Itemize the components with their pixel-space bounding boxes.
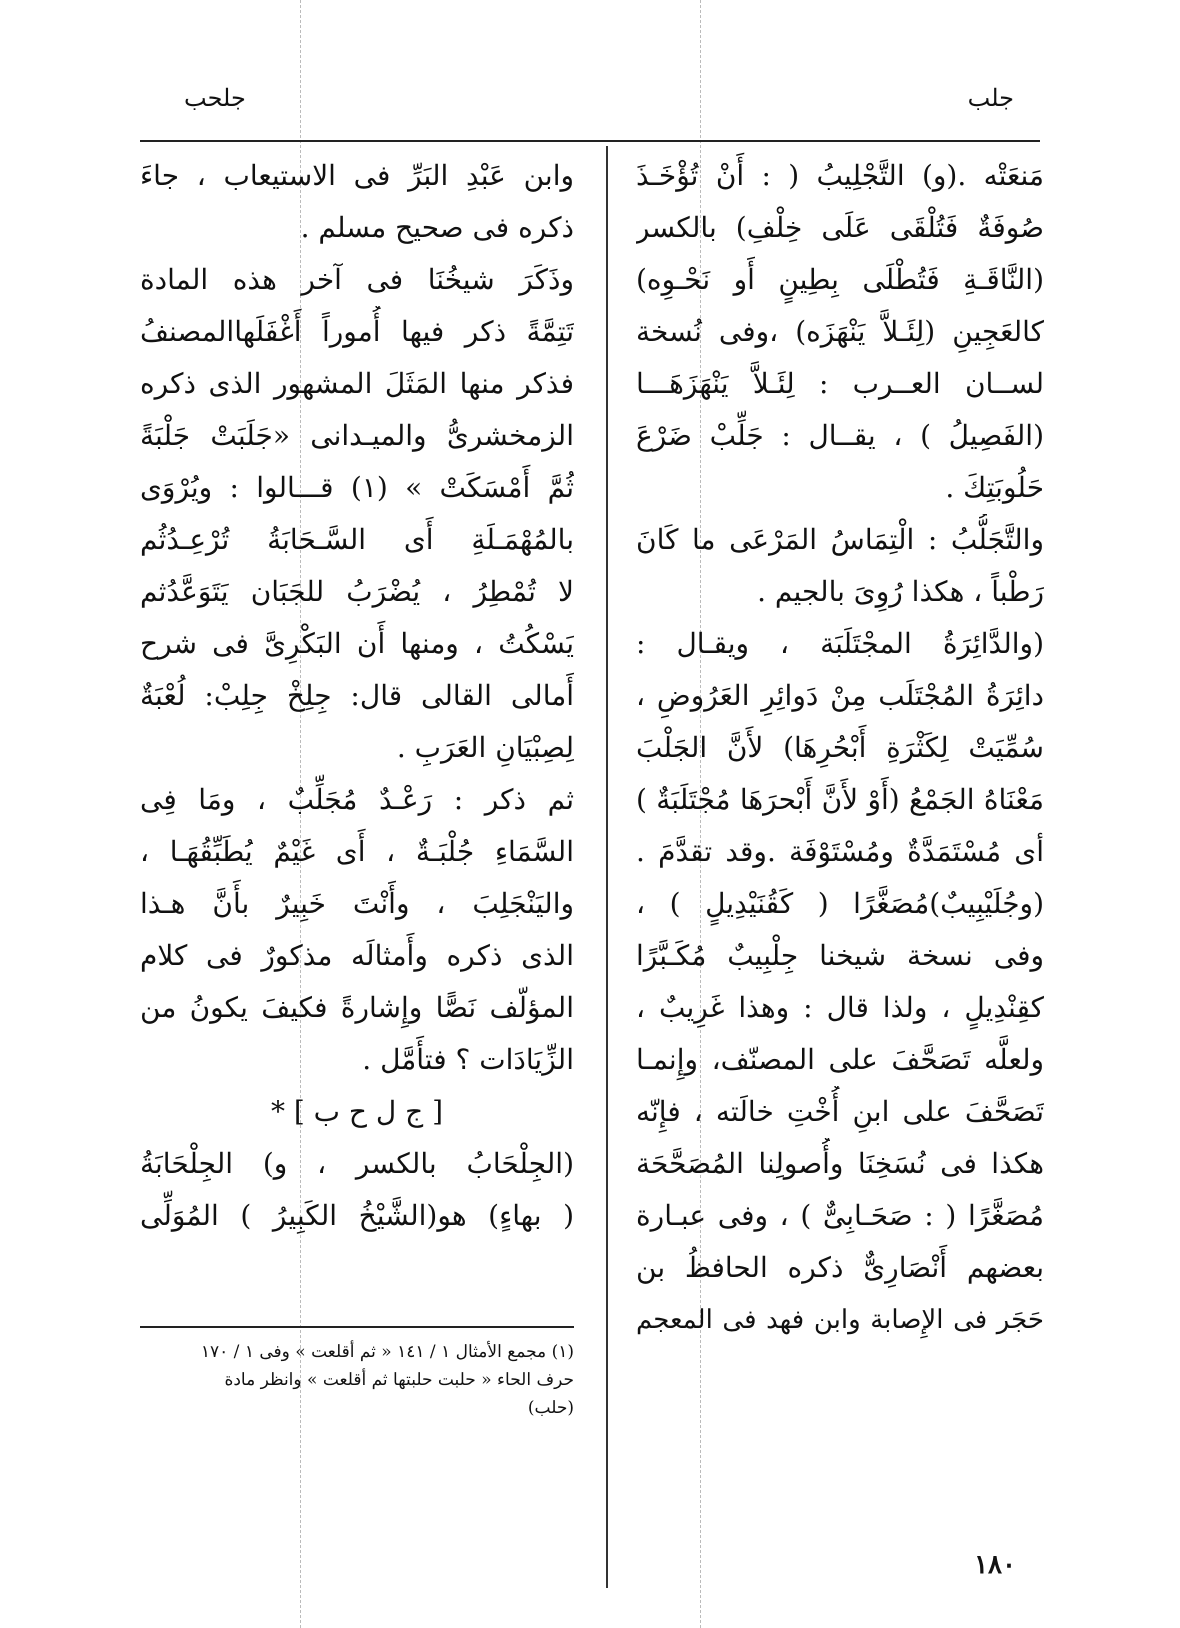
text-line: (الفَصِيلُ ) ، يقــال : جَلِّبْ ضَرْعَ <box>636 419 1044 452</box>
text-line: يَسْكُتُ ، ومنها أَن البَكْرِىَّ فى شرح <box>140 627 574 660</box>
text-line: أَمالى القالى قال: جِلِخْ جِلِبْ: لُعْبَةٌ <box>140 679 574 712</box>
text-line: الذى ذكره وأَمثالَه مذكورٌ فى كلام <box>140 939 574 972</box>
text-line: واليَنْجَلِبَ ، وأَنْتَ خَبِيرٌ بأَنَّ هـذا <box>140 887 574 920</box>
text-line: السَّمَاءِ جُلْبَـةٌ ، أَى غَيْمٌ يُطَبِّقُهَـا ، <box>140 835 574 868</box>
left-column <box>140 150 574 1242</box>
text-line: (الجِلْحَابُ بالكسر ، و) الجِلْحَابَةُ <box>140 1147 574 1180</box>
text-line: مُصَغَّرًا ( : صَحَـابِىٌّ ) ، وفى عبـارة <box>636 1199 1044 1232</box>
footnote-line: (١) مجمع الأمثال ١ / ١٤١ « ثم أقلعت » وفى ١ / ١٧٠ <box>200 1342 574 1362</box>
page-number: ١٨٠ <box>974 1550 1016 1580</box>
header-rule <box>140 140 1040 142</box>
text-line: بالمُهْمَـلَةِ أَى السَّـحَابَةُ تُرْعِـدُثُم <box>140 523 574 556</box>
footnote-line: حرف الحاء « حلبت حلبتها ثم أقلعت » وانظر مادة <box>224 1370 574 1390</box>
text-line: لِصِبْيَانِ العَرَبِ . <box>396 731 574 764</box>
text-line: (وجُلَيْبِيبٌ)مُصَغَّرًا ( كَقُنَيْدِيلٍ ) ، <box>636 887 1044 920</box>
column-divider <box>606 146 608 1588</box>
text-line: ( بهاءٍ) هو(الشَّيْخُ الكَبِيرُ ) المُوَلِّى <box>140 1199 574 1232</box>
footnote-rule <box>140 1326 574 1328</box>
text-line: وفى نسخة شيخنا جِلْبِيبٌ مُكَـبَّرًا <box>636 939 1044 972</box>
text-line: تَصَحَّفَ على ابنِ أُخْتِ خالَته ، فإِنّه <box>636 1095 1044 1128</box>
right-column <box>636 150 1044 1346</box>
text-line: مَنعَتْه .(و) التَّجْلِيبُ ( : أَنْ تُؤْخَـذَ <box>636 159 1044 192</box>
entry-heading: [ ج ل ح ب ] * <box>270 1095 444 1128</box>
text-line: لا تُمْطِرُ ، يُضْرَبُ للجَبَان يَتَوَعَّدُثم <box>140 575 574 608</box>
footnote-line: (حلب) <box>527 1398 574 1418</box>
text-line: فذكر منها المَثَلَ المشهور الذى ذكره <box>140 367 574 400</box>
text-line: حَجَر فى الإِصابة وابن فهد فى المعجم <box>636 1305 1044 1335</box>
footnote <box>140 1338 574 1422</box>
text-line: مَعْنَاهُ الجَمْعُ (أَوْ لأَنَّ أَبْحرَهَا مُجْتَلَبَةٌ ) <box>636 783 1044 816</box>
text-line: ذكره فى صحيح مسلم . <box>300 211 574 244</box>
text-line: أى مُسْتَمَدَّةٌ ومُسْتَوْفَة .وقد تقدَّمَ . <box>636 835 1044 868</box>
text-line: (النَّاقَـةِ فَتُطْلَى بِطِينٍ أَو نَحْـوِه) <box>636 263 1044 296</box>
text-line: المؤلّف نَصًّا وإِشارةً فكيفَ يكونُ من <box>140 991 574 1024</box>
text-line: الزمخشرىُّ والميـدانى «جَلَبَتْ جَلْبَةً <box>140 419 574 452</box>
text-line: سُمِّيَتْ لِكَثْرَةِ أَبْحُرِهَا) لأَنَّ الجَلْبَ <box>636 731 1044 764</box>
text-line: كالعَجِينِ (لِئَـلاَّ يَنْهَزَه) ،وفى نُسخة <box>636 315 1044 348</box>
text-line: هكذا فى نُسَخِنَا وأُصولِنا المُصَحَّحَة <box>636 1147 1044 1180</box>
text-line: الزِّيَادَات ؟ فتأَمَّل . <box>362 1043 574 1076</box>
text-line: صُوفَةٌ فَتُلْقَى عَلَى خِلْفِ) بالكسر <box>636 211 1044 244</box>
running-header-left: جلحب <box>184 84 246 112</box>
text-line: بعضهم أَنْصَارِىٌّ ذكره الحافظُ بن <box>636 1251 1044 1284</box>
text-line: والتَّجَلُّبُ : الْتِمَاسُ المَرْعَى ما كَانَ <box>636 523 1044 556</box>
running-header-right: جلب <box>967 84 1014 112</box>
text-line: (والدَّائِرَةُ المجْتَلَبَة ، ويقـال : <box>636 627 1044 660</box>
text-line: ثُمَّ أَمْسَكَتْ » (١) قـــالوا : ويُرْوَى <box>140 471 574 504</box>
text-line: حَلُوبَتِكَ . <box>945 471 1044 504</box>
text-line: كقِنْدِيلٍ ، ولذا قال : وهذا غَرِيبٌ ، <box>636 991 1044 1024</box>
text-line: رَطْباً ، هكذا رُوِىَ بالجيم . <box>757 575 1044 608</box>
text-line: ولعلَّه تَصَحَّفَ على المصنّف، وإِنمـا <box>636 1043 1044 1076</box>
text-line: تَتِمَّةً ذكر فيها أُموراً أَغْفَلَهاالمصنفُ <box>140 315 574 348</box>
text-line: لســان العــرب : لِئَـلاَّ يَنْهَزَهَـــا <box>636 367 1044 400</box>
text-line: ثم ذكر : رَعْـدٌ مُجَلِّبٌ ، ومَا فِى <box>140 783 574 816</box>
text-line: دائِرَةُ المُجْتَلَب مِنْ دَوائِرِ العَرُوضِ ، <box>636 679 1044 712</box>
text-line: وذَكَرَ شيخُنَا فى آخر هذه المادة <box>140 263 574 296</box>
text-line: وابن عَبْدِ البَرِّ فى الاستيعاب ، جاءَ <box>140 159 574 192</box>
